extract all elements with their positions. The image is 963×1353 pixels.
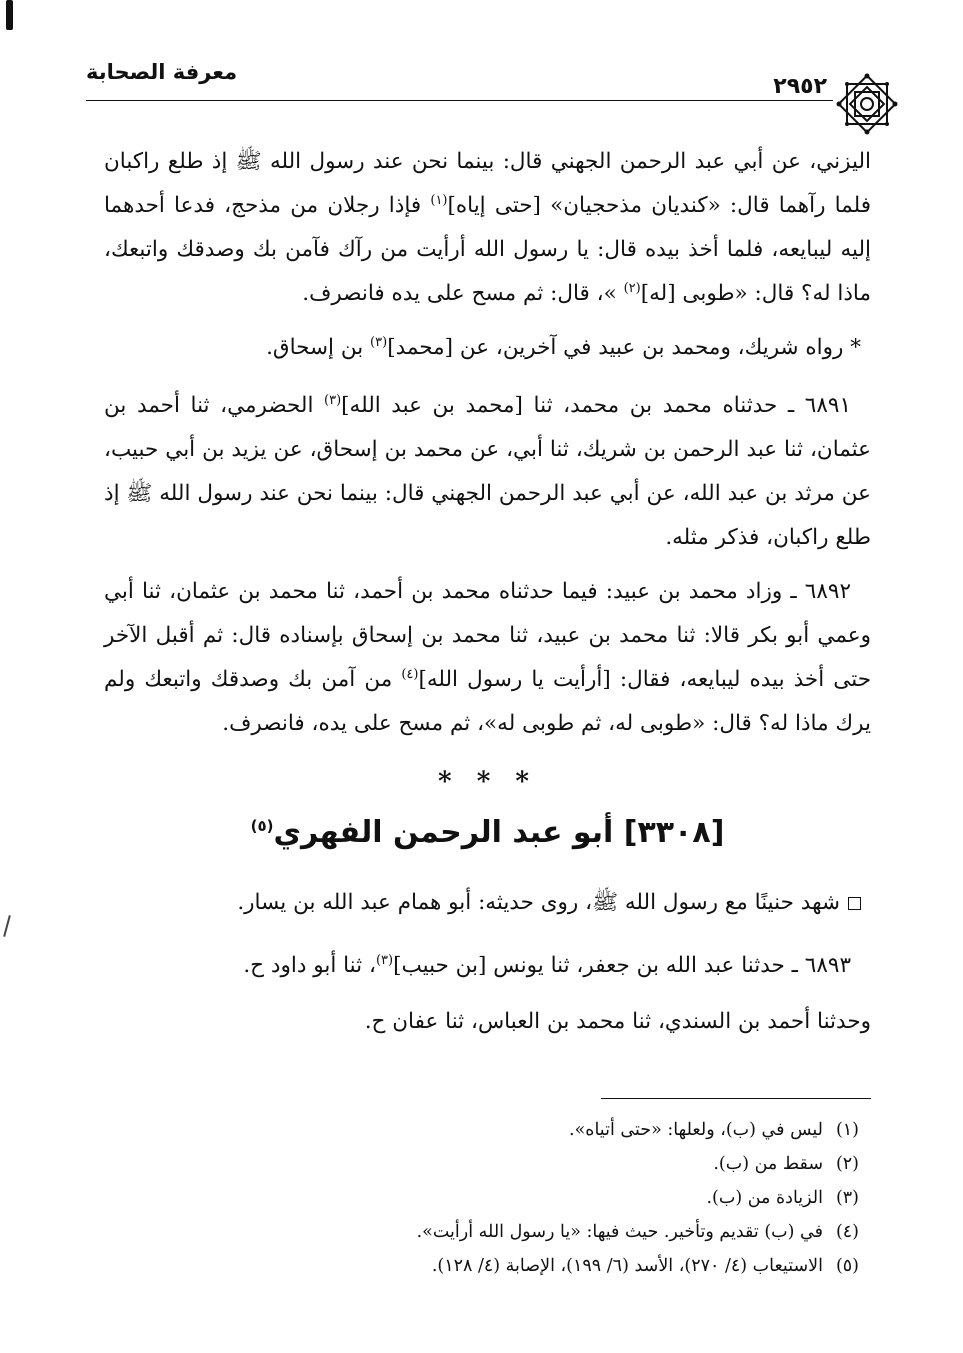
footnote-item [104, 1215, 859, 1249]
footnote-ref: (١) [430, 192, 448, 208]
footnote-item [104, 1113, 859, 1147]
section-separator: * * * [438, 767, 537, 797]
footnote-rule [601, 1098, 871, 1099]
text-span: اليزني، عن أبي عبد الرحمن الجهني قال: بينما نحن عند رسول الله ﷺ إذ طلع راكبان فلما رآهما قال: «كنديان مذحجيان» [حتى إياه] [104, 149, 872, 218]
hadith-6891 [104, 384, 871, 560]
page-edge-mark [6, 0, 13, 30]
footnotes [104, 1113, 859, 1283]
text-span: ٦٨٩٢ ـ وزاد محمد بن عبيد: فيما حدثناه محمد بن أحمد، ثنا محمد بن عثمان، ثنا أبي وعمي أبو بكر قالا: ثنا محمد بن عبيد، ثنا محمد بن إسحاق بإسناده قال: ثم أقبل الآخر حتى أخذ بيده ليبايعه، فقال: [أرأيت يا رسول الله] [104, 579, 871, 692]
section-title [104, 810, 871, 856]
text-span: »، قال: ثم مسح على يده فانصرف. [302, 281, 624, 306]
footnote-ref: (٥) [250, 817, 274, 835]
text-span: فإذا رجلان من مذحج، فدعا أحدهما إليه ليبايعه، فلما أخذ بيده قال: يا رسول الله أرأيت من رآك فآمن بك وصدقك واتبعك، ماذا له؟ قال: «طوبى [له] [104, 193, 871, 306]
text-span: الحضرمي، ثنا أحمد بن عثمان، ثنا عبد الرحمن بن شريك، ثنا أبي، عن محمد بن إسحاق، عن يزيد بن أبي حبيب، عن مرثد بن عبد الله، عن أبي عبد الرحمن الجهني قال: بينما نحن عند رسول الله ﷺ إذ طلع راكبان، فذكر مثله. [104, 393, 871, 550]
hadith-6893 [104, 938, 871, 994]
section-title-text: [٣٣٠٨] أبو عبد الرحمن الفهري [273, 815, 725, 850]
text-span: ٦٨٩٣ ـ حدثنا عبد الله بن جعفر، ثنا يونس [بن حبيب] [393, 953, 851, 978]
footnote-text: ليس في (ب)، ولعلها: «حتى أتياه». [569, 1120, 823, 1140]
chain-line: وحدثنا أحمد بن السندي، ثنا محمد بن العباس، ثنا عفان ح. [364, 1009, 871, 1034]
text-span: رواه شريك، ومحمد بن عبيد في آخرين، عن [محمد] [387, 335, 851, 360]
star-marker: * [850, 335, 861, 360]
footnote-ref: (٤) [401, 666, 419, 682]
hadith-6892 [104, 570, 871, 746]
footnote-ref: (٣) [375, 952, 394, 968]
footnote-item [104, 1249, 859, 1283]
square-marker-icon [848, 897, 861, 910]
footnote-text: الاستيعاب (٤/ ٢٧٠)، الأسد (٦/ ١٩٩)، الإصابة (٤/ ١٢٨). [431, 1256, 823, 1276]
scan-mark [3, 915, 11, 937]
page-header [86, 54, 833, 101]
footnote-ref: (٢) [623, 280, 641, 296]
footnote-text: في (ب) تقديم وتأخير. حيث فيها: «يا رسول الله أرأيت». [416, 1222, 823, 1242]
footnote-number: (٥) [835, 1256, 859, 1276]
footnote-item [104, 1147, 859, 1181]
footnote-number: (٤) [835, 1222, 859, 1242]
riwaya-note [104, 326, 871, 370]
text-span: من آمن بك وصدقك واتبعك ولم يرك ماذا له؟ قال: «طوبى له، ثم طوبى له»، ثم مسح على يده، فانصرف. [104, 667, 871, 736]
hadith-continuation [104, 140, 871, 316]
footnote-number: (٢) [835, 1154, 859, 1174]
companion-note [104, 876, 871, 930]
footnote-item [104, 1181, 859, 1215]
text-span: ، ثنا أبو داود ح. [243, 953, 376, 978]
running-title: معرفة الصحابة [86, 60, 238, 84]
footnote-ref: (٣) [324, 392, 342, 408]
footnote-ref: (٣) [370, 334, 388, 350]
footnote-text: الزيادة من (ب). [706, 1188, 823, 1208]
page-number: ٢٩٥٢ [773, 74, 827, 99]
text-span: بن إسحاق. [266, 335, 371, 360]
footnote-number: (١) [835, 1120, 859, 1140]
text-span: شهد حنينًا مع رسول الله ﷺ، روى حديثه: أبو همام عبد الله بن يسار. [237, 890, 840, 915]
star-ornament-icon [833, 70, 901, 138]
main-text [104, 140, 871, 1050]
footnote-number: (٣) [835, 1188, 859, 1208]
footnote-text: سقط من (ب). [713, 1154, 823, 1174]
text-span: ٦٨٩١ ـ حدثناه محمد بن محمد، ثنا [محمد بن عبد الله] [341, 393, 851, 418]
